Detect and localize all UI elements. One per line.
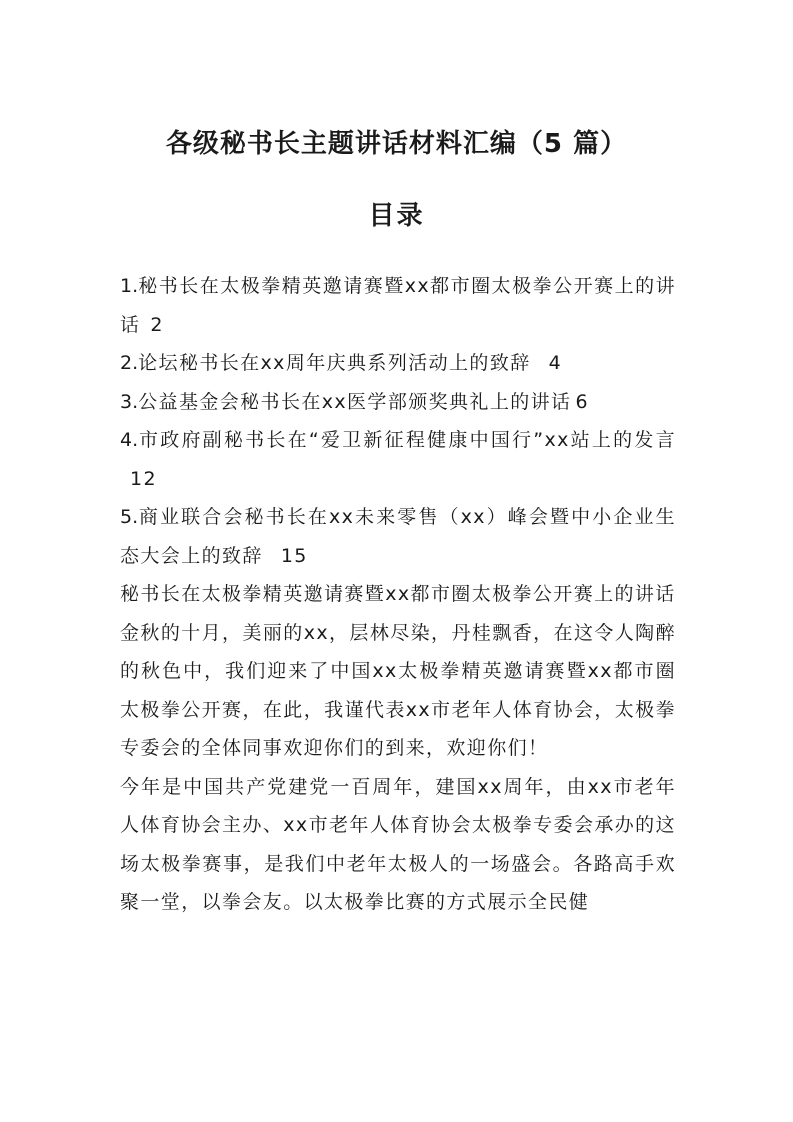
paragraph: 金秋的十月，美丽的xx，层林尽染，丹桂飘香，在这令人陶醉的秋色中，我们迎来了中国xx太极拳精英邀请赛暨xx都市圈太极拳公开赛，在此，我谨代表xx市老年人体育协会，太极拳专委会的全体同事欢迎你们的到来，欢迎你们！: [120, 621, 676, 759]
toc-entry-page: 6: [575, 390, 589, 413]
toc-entry[interactable]: [120, 344, 676, 383]
toc-entry-text: 商业联合会秘书长在xx未来零售（xx）峰会暨中小企业生态大会上的致辞: [120, 506, 676, 567]
toc-entry-number: 2.: [120, 352, 139, 374]
toc-entry-text: 秘书长在太极拳精英邀请赛暨xx都市圈太极拳公开赛上的讲话: [120, 275, 676, 336]
toc-entry-number: 3.: [120, 390, 139, 413]
toc-entry-number: 5.: [120, 506, 139, 528]
toc-entry-text: 市政府副秘书长在“爱卫新征程健康中国行”xx站上的发言: [138, 429, 676, 451]
toc-entry-page: 15: [280, 544, 308, 567]
toc-entry-number: 1.: [120, 275, 139, 297]
toc-entry-page: 2: [150, 313, 164, 336]
table-of-contents: [120, 267, 676, 575]
paragraph: 今年是中国共产党建党一百周年，建国xx周年，由xx市老年人体育协会主办、xx市老年人体育协会太极拳专委会承办的这场太极拳赛事，是我们中老年太极人的一场盛会。各路高手欢聚一堂，以拳会友。以太极拳比赛的方式展示全民健: [120, 775, 676, 913]
document-title: 各级秘书长主题讲话材料汇编（5 篇）: [165, 129, 628, 159]
toc-entry-page: 4: [548, 352, 563, 374]
toc-heading: 目录: [368, 201, 425, 231]
toc-entry[interactable]: [120, 267, 676, 344]
document-body: [120, 267, 676, 922]
toc-entry[interactable]: [120, 383, 676, 422]
speech-title: 秘书长在太极拳精英邀请赛暨xx都市圈太极拳公开赛上的讲话: [120, 583, 676, 605]
toc-entry-text: 公益基金会秘书长在xx医学部颁奖典礼上的讲话: [138, 390, 572, 413]
toc-entry[interactable]: [120, 421, 676, 498]
toc-entry[interactable]: [120, 498, 676, 575]
toc-entry-number: 4.: [120, 429, 139, 451]
toc-entry-page: 12: [130, 467, 157, 490]
toc-entry-text: 论坛秘书长在xx周年庆典系列活动上的致辞: [138, 352, 531, 374]
